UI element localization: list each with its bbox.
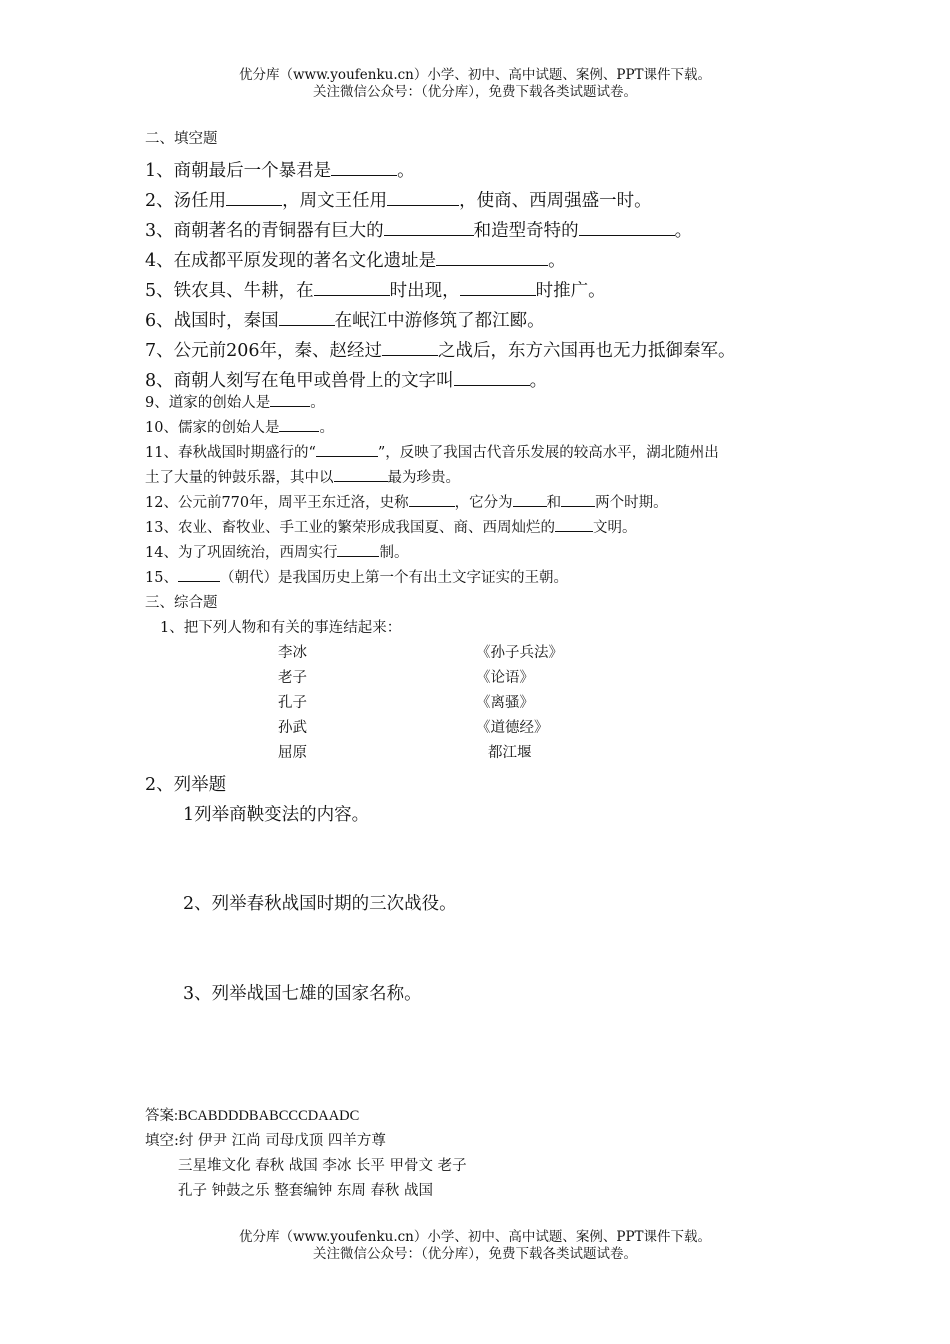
answer-blank[interactable] xyxy=(384,218,474,236)
answer-fill-line-3: 孔子 钟鼓之乐 整套编钟 东周 春秋 战国 xyxy=(178,1183,434,1199)
list-item-2: 2、列举春秋战国时期的三次战役。 xyxy=(183,894,457,914)
answer-blank[interactable] xyxy=(270,392,310,407)
answer-blank[interactable] xyxy=(436,248,548,266)
footer-line-1: 优分库（www.youfenku.cn）小学、初中、高中试题、案例、PPT课件下载。 xyxy=(238,1229,712,1245)
answer-blank[interactable] xyxy=(579,218,675,236)
comp-section-title: 三、综合题 xyxy=(145,595,218,611)
answer-blank[interactable] xyxy=(314,278,390,296)
matching-question-title: 1、把下列人物和有关的事连结起来： xyxy=(160,620,402,636)
answer-blank[interactable] xyxy=(382,338,438,356)
answer-blank[interactable] xyxy=(331,158,397,176)
fill-section-title: 二、填空题 xyxy=(145,131,218,147)
matching-person[interactable]: 屈原 xyxy=(278,745,307,761)
answer-blank[interactable] xyxy=(316,442,378,457)
question-11-line-1: 11、春秋战国时期盛行的“ ”，反映了我国古代音乐发展的较高水平，湖北随州出 xyxy=(145,441,719,462)
answer-blank[interactable] xyxy=(454,368,530,386)
matching-work[interactable]: 《孙子兵法》 xyxy=(476,645,563,661)
answer-blank[interactable] xyxy=(334,467,388,482)
answer-blank[interactable] xyxy=(460,278,536,296)
question-5: 5、铁农具、牛耕，在 时出现， 时推广。 xyxy=(145,277,606,302)
answer-blank[interactable] xyxy=(279,417,319,432)
matching-person[interactable]: 老子 xyxy=(278,670,307,686)
footer-line-2: 关注微信公众号：（优分库），免费下载各类试题试卷。 xyxy=(313,1246,637,1262)
question-4: 4、在成都平原发现的著名文化遗址是 。 xyxy=(145,247,566,272)
matching-person[interactable]: 孙武 xyxy=(278,720,307,736)
question-14: 14、为了巩固统治，西周实行 制。 xyxy=(145,541,408,562)
matching-person[interactable]: 孔子 xyxy=(278,695,307,711)
answer-blank[interactable] xyxy=(409,492,455,507)
question-8: 8、商朝人刻写在龟甲或兽骨上的文字叫 。 xyxy=(145,367,547,392)
header-line-2: 关注微信公众号：（优分库），免费下载各类试题试卷。 xyxy=(313,84,637,100)
matching-work[interactable]: 《论语》 xyxy=(476,670,534,686)
question-13: 13、农业、畜牧业、手工业的繁荣形成我国夏、商、西周灿烂的 文明。 xyxy=(145,516,636,537)
question-11-line-2: 土了大量的钟鼓乐器，其中以 最为珍贵。 xyxy=(145,466,460,487)
list-item-1: 1列举商鞅变法的内容。 xyxy=(183,805,370,825)
answer-blank[interactable] xyxy=(226,188,282,206)
answer-fill-line-1: 填空:纣 伊尹 江尚 司母戊顶 四羊方尊 xyxy=(145,1133,386,1149)
list-question-title: 2、列举题 xyxy=(145,775,227,795)
question-12: 12、公元前770年，周平王东迁洛，史称 ，它分为 和 两个时期。 xyxy=(145,491,668,512)
header-line-1: 优分库（www.youfenku.cn）小学、初中、高中试题、案例、PPT课件下载。 xyxy=(238,67,712,83)
answer-blank[interactable] xyxy=(178,567,220,582)
page-header xyxy=(0,67,950,101)
question-15: 15、 （朝代）是我国历史上第一个有出土文字证实的王朝。 xyxy=(145,566,568,587)
question-1: 1、商朝最后一个暴君是 。 xyxy=(145,157,415,182)
question-6: 6、战国时，秦国 在岷江中游修筑了都江郾。 xyxy=(145,307,545,332)
question-2: 2、汤任用 ，周文王任用 ，使商、西周强盛一时。 xyxy=(145,187,652,212)
question-7: 7、公元前206年，秦、赵经过 之战后，东方六国再也无力抵御秦军。 xyxy=(145,337,736,362)
answer-blank[interactable] xyxy=(513,492,547,507)
matching-person[interactable]: 李冰 xyxy=(278,645,307,661)
answer-blank[interactable] xyxy=(561,492,595,507)
matching-work[interactable]: 《道德经》 xyxy=(476,720,549,736)
matching-work[interactable]: 都江堰 xyxy=(488,745,532,761)
question-3: 3、商朝著名的青铜器有巨大的 和造型奇特的 。 xyxy=(145,217,692,242)
answer-choice: 答案:BCABDDDBABCCCDAADC xyxy=(145,1108,360,1124)
matching-work[interactable]: 《离骚》 xyxy=(476,695,534,711)
page-footer xyxy=(0,1229,950,1263)
answer-blank[interactable] xyxy=(279,308,335,326)
list-item-3: 3、列举战国七雄的国家名称。 xyxy=(183,984,422,1004)
question-10: 10、儒家的创始人是 。 xyxy=(145,416,334,437)
answer-fill-line-2: 三星堆文化 春秋 战国 李冰 长平 甲骨文 老子 xyxy=(178,1158,467,1174)
question-9: 9、道家的创始人是 。 xyxy=(145,391,325,412)
answer-blank[interactable] xyxy=(337,542,379,557)
answer-blank[interactable] xyxy=(555,517,593,532)
answer-blank[interactable] xyxy=(387,188,459,206)
